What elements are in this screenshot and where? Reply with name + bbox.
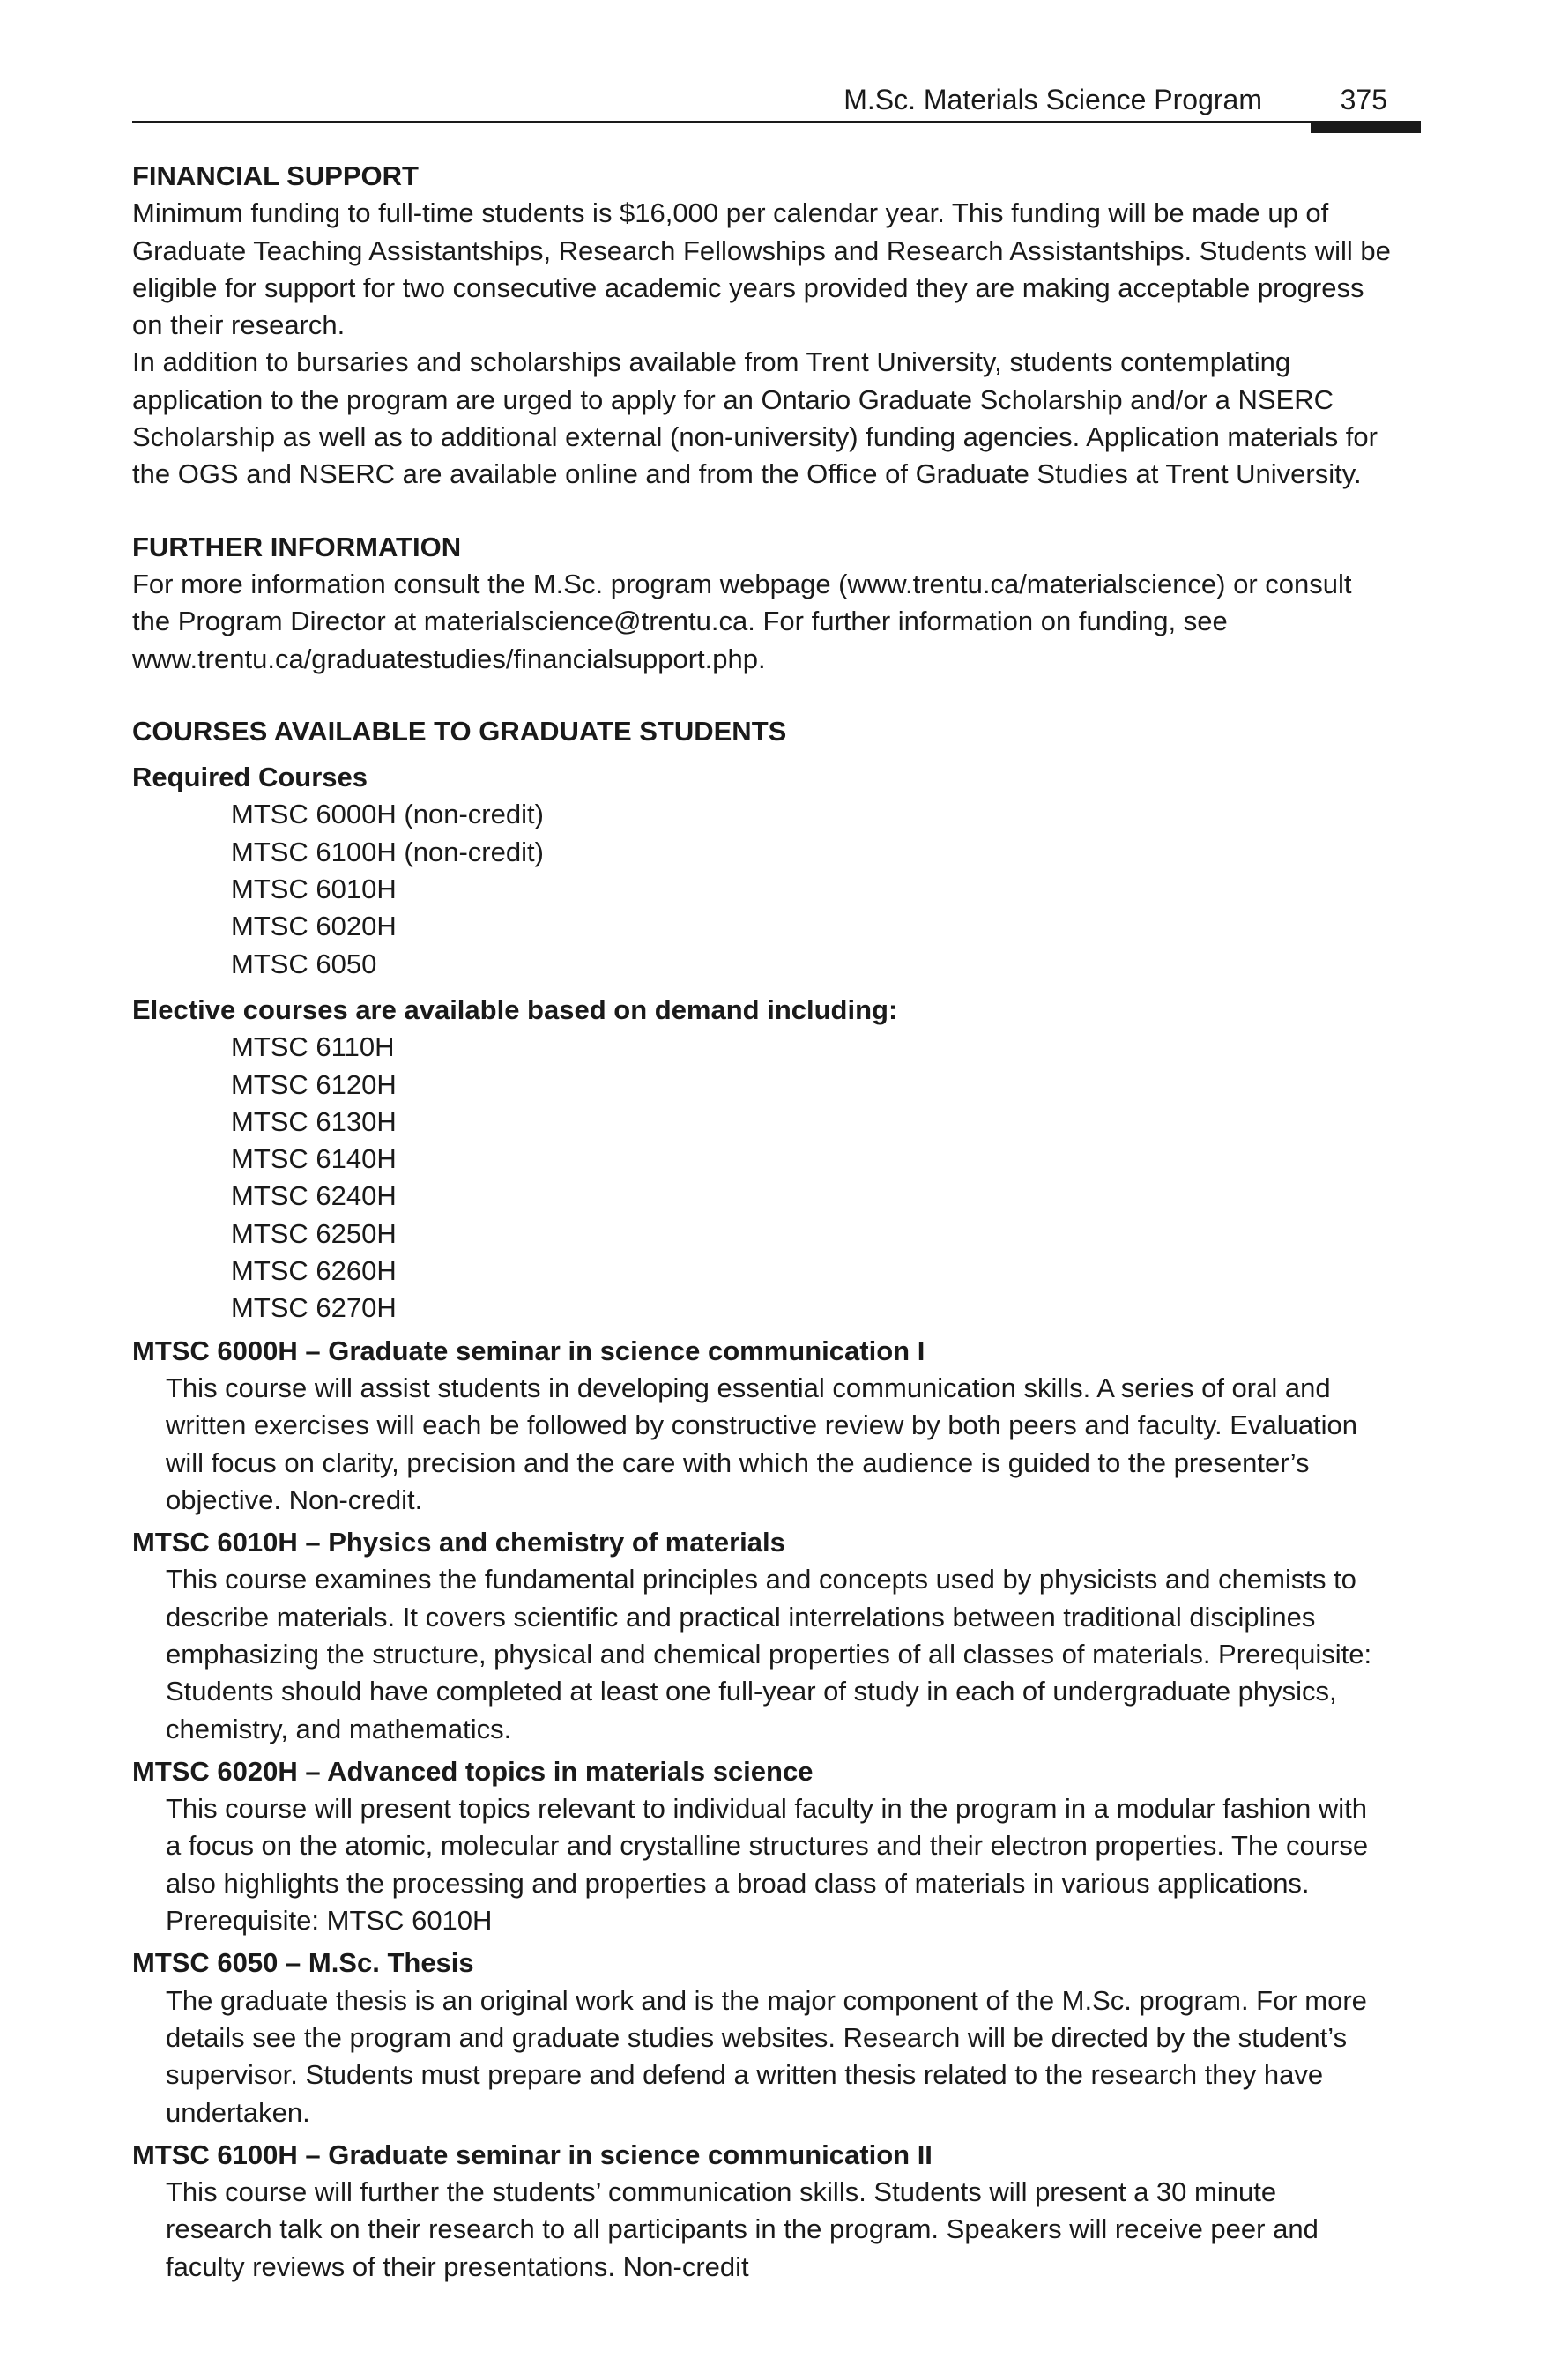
body-line: the Program Director at materialscience@trentu.ca. For further information on funding, see — [132, 606, 1228, 637]
body-line: Minimum funding to full-time students is $16,000 per calendar year. This funding will be made up of — [132, 197, 1329, 229]
course-description-line: will focus on clarity, precision and the care with which the audience is guided to the presenter’s — [166, 1447, 1310, 1478]
list-item: MTSC 6130H — [231, 1105, 397, 1137]
page-content — [132, 158, 1421, 2286]
course-title: MTSC 6010H – Physics and chemistry of materials — [132, 1527, 785, 1558]
running-header-title: M.Sc. Materials Science Program — [843, 84, 1262, 115]
course-description-line: This course examines the fundamental principles and concepts used by physicists and chemists to — [166, 1564, 1356, 1595]
course-description-line: chemistry, and mathematics. — [166, 1713, 512, 1744]
course-description-line: This course will assist students in developing essential communication skills. A series of oral and — [166, 1372, 1331, 1403]
course-description-line: a focus on the atomic, molecular and crystalline structures and their electron properties. The course — [166, 1830, 1369, 1862]
course-title: MTSC 6000H – Graduate seminar in science communication I — [132, 1335, 925, 1366]
elective-courses-list — [132, 1029, 1421, 1327]
course-description-line: objective. Non-credit. — [166, 1484, 423, 1515]
course-description-line: Prerequisite: MTSC 6010H — [166, 1905, 493, 1937]
body-line: For more information consult the M.Sc. program webpage (www.trentu.ca/materialscience) or consult — [132, 568, 1352, 599]
list-item: MTSC 6110H — [231, 1031, 395, 1063]
course-title: MTSC 6050 – M.Sc. Thesis — [132, 1947, 474, 1979]
course-title: MTSC 6020H – Advanced topics in materials science — [132, 1755, 814, 1787]
courses-available-section — [132, 713, 1421, 1328]
body-line: www.trentu.ca/graduatestudies/financialsupport.php. — [132, 643, 766, 674]
body-line: on their research. — [132, 309, 346, 341]
list-item: MTSC 6250H — [231, 1217, 397, 1249]
course-description-line: The graduate thesis is an original work and is the major component of the M.Sc. program. For more — [166, 1984, 1367, 2016]
list-item: MTSC 6020H — [231, 911, 397, 942]
body-line: In addition to bursaries and scholarships available from Trent University, students contemplating — [132, 346, 1291, 378]
course-entry — [132, 1524, 1421, 1748]
spacer — [132, 983, 1421, 992]
header-tab-bar — [1311, 121, 1421, 133]
course-description-line: This course will present topics relevant to individual faculty in the program in a modular fashion with — [166, 1793, 1367, 1825]
course-description-line: also highlights the processing and properties a broad class of materials in various applications. — [166, 1867, 1310, 1899]
course-description-line: This course will further the students’ communication skills. Students will present a 30 minute — [166, 2176, 1277, 2208]
list-item: MTSC 6240H — [231, 1180, 397, 1212]
list-item: MTSC 6270H — [231, 1292, 397, 1324]
header-rule — [132, 121, 1421, 123]
course-description-line: emphasizing the structure, physical and chemical properties of all classes of materials. Prerequisite: — [166, 1638, 1372, 1670]
spacer — [132, 750, 1421, 759]
section-spacer — [132, 678, 1421, 713]
course-description-line: faculty reviews of their presentations. Non-credit — [166, 2250, 749, 2282]
course-description-line: written exercises will each be followed by constructive review by both peers and faculty. Evaluation — [166, 1409, 1358, 1441]
course-title: MTSC 6100H – Graduate seminar in science communication II — [132, 2138, 933, 2170]
course-entry — [132, 1945, 1421, 2131]
course-description-line: undertaken. — [166, 2096, 310, 2128]
list-item: MTSC 6140H — [231, 1143, 397, 1175]
section-heading-financial-support: FINANCIAL SUPPORT — [132, 160, 419, 191]
course-entry — [132, 1333, 1421, 1519]
section-heading-courses-available: COURSES AVAILABLE TO GRADUATE STUDENTS — [132, 715, 787, 747]
page-number: 375 — [1340, 84, 1387, 115]
list-item: MTSC 6260H — [231, 1255, 397, 1287]
further-information-section — [132, 529, 1421, 678]
course-entry — [132, 2137, 1421, 2286]
running-header — [132, 81, 1421, 125]
list-item: MTSC 6120H — [231, 1068, 397, 1100]
list-item: MTSC 6100H (non-credit) — [231, 836, 544, 867]
course-entry — [132, 1753, 1421, 1939]
section-heading-further-information: FURTHER INFORMATION — [132, 531, 462, 562]
course-descriptions-section — [132, 1333, 1421, 2286]
course-description-line: Students should have completed at least one full-year of study in each of undergraduate physics, — [166, 1676, 1337, 1707]
list-item: MTSC 6050 — [231, 948, 377, 979]
section-spacer — [132, 494, 1421, 529]
body-line: Scholarship as well as to additional external (non-university) funding agencies. Application materials for — [132, 421, 1378, 453]
body-line: application to the program are urged to apply for an Ontario Graduate Scholarship and/or a NSERC — [132, 383, 1334, 415]
body-line: eligible for support for two consecutive academic years provided they are making acceptable progress — [132, 271, 1364, 303]
body-line: the OGS and NSERC are available online and from the Office of Graduate Studies at Trent University. — [132, 458, 1362, 490]
course-description-line: research talk on their research to all participants in the program. Speakers will receive peer and — [166, 2213, 1319, 2245]
course-description-line: supervisor. Students must prepare and defend a written thesis related to the research they have — [166, 2059, 1324, 2091]
course-description-line: details see the program and graduate studies websites. Research will be directed by the student’s — [166, 2021, 1348, 2053]
required-courses-heading: Required Courses — [132, 762, 368, 793]
list-item: MTSC 6000H (non-credit) — [231, 799, 544, 830]
course-description-line: describe materials. It covers scientific and practical interrelations between traditional disciplines — [166, 1601, 1316, 1633]
body-line: Graduate Teaching Assistantships, Research Fellowships and Research Assistantships. Students will be — [132, 234, 1391, 266]
list-item: MTSC 6010H — [231, 874, 397, 905]
required-courses-list — [132, 796, 1421, 982]
financial-support-section — [132, 158, 1421, 494]
elective-courses-heading: Elective courses are available based on demand including: — [132, 993, 898, 1025]
